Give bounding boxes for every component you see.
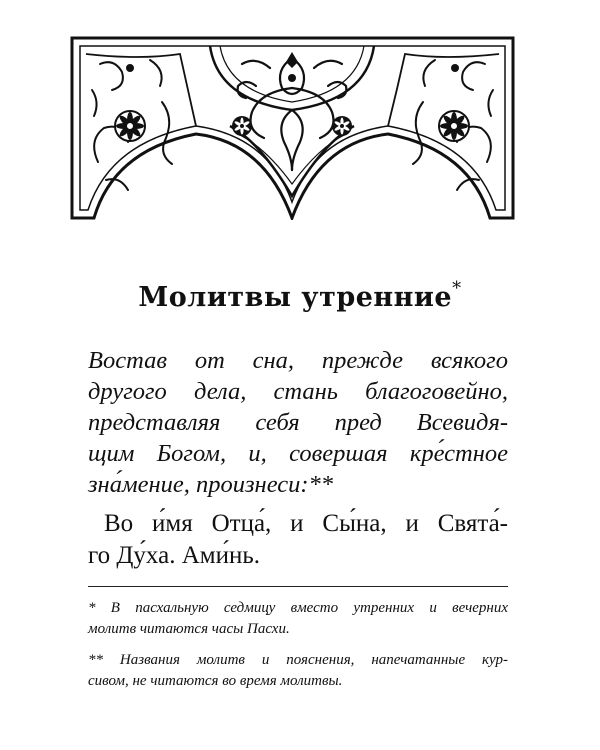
prayer-line: Во и́мя Отца́, и Сы́на, и Свята́-	[104, 510, 508, 537]
title-text: Молитвы утренние	[138, 282, 453, 313]
footnote-line: сивом, не читаются во время молитвы.	[88, 673, 343, 689]
instruction-line: зна́мение, произнеси:**	[88, 471, 334, 498]
footnote-divider	[88, 586, 508, 587]
footnote	[88, 598, 508, 640]
page-title	[0, 280, 600, 313]
footnote-line: молитв читаются часы Пасхи.	[88, 621, 290, 637]
footnote-line: * В пасхальную седмицу вместо утренних и вечерних	[88, 600, 508, 616]
prayer-line: го Ду́ха. Ами́нь.	[88, 542, 260, 569]
footnote-line: ** Названия молитв и пояснения, напечатанные кур-	[88, 652, 508, 668]
prayer-text	[88, 508, 508, 572]
title-footnote-mark: *	[452, 278, 462, 299]
footnote	[88, 650, 508, 692]
instruction-line: другого дела, стань благоговейно,	[88, 378, 508, 405]
footnotes	[88, 598, 508, 702]
instruction-line: щим Богом, и, совершая кре́стное	[88, 440, 508, 467]
instruction-line: представляя себя пред Всевидя-	[88, 409, 508, 436]
instruction-paragraph	[88, 345, 508, 500]
instruction-line: Востав от сна, прежде всякого	[88, 347, 508, 374]
ornamental-arch-icon	[70, 30, 515, 220]
